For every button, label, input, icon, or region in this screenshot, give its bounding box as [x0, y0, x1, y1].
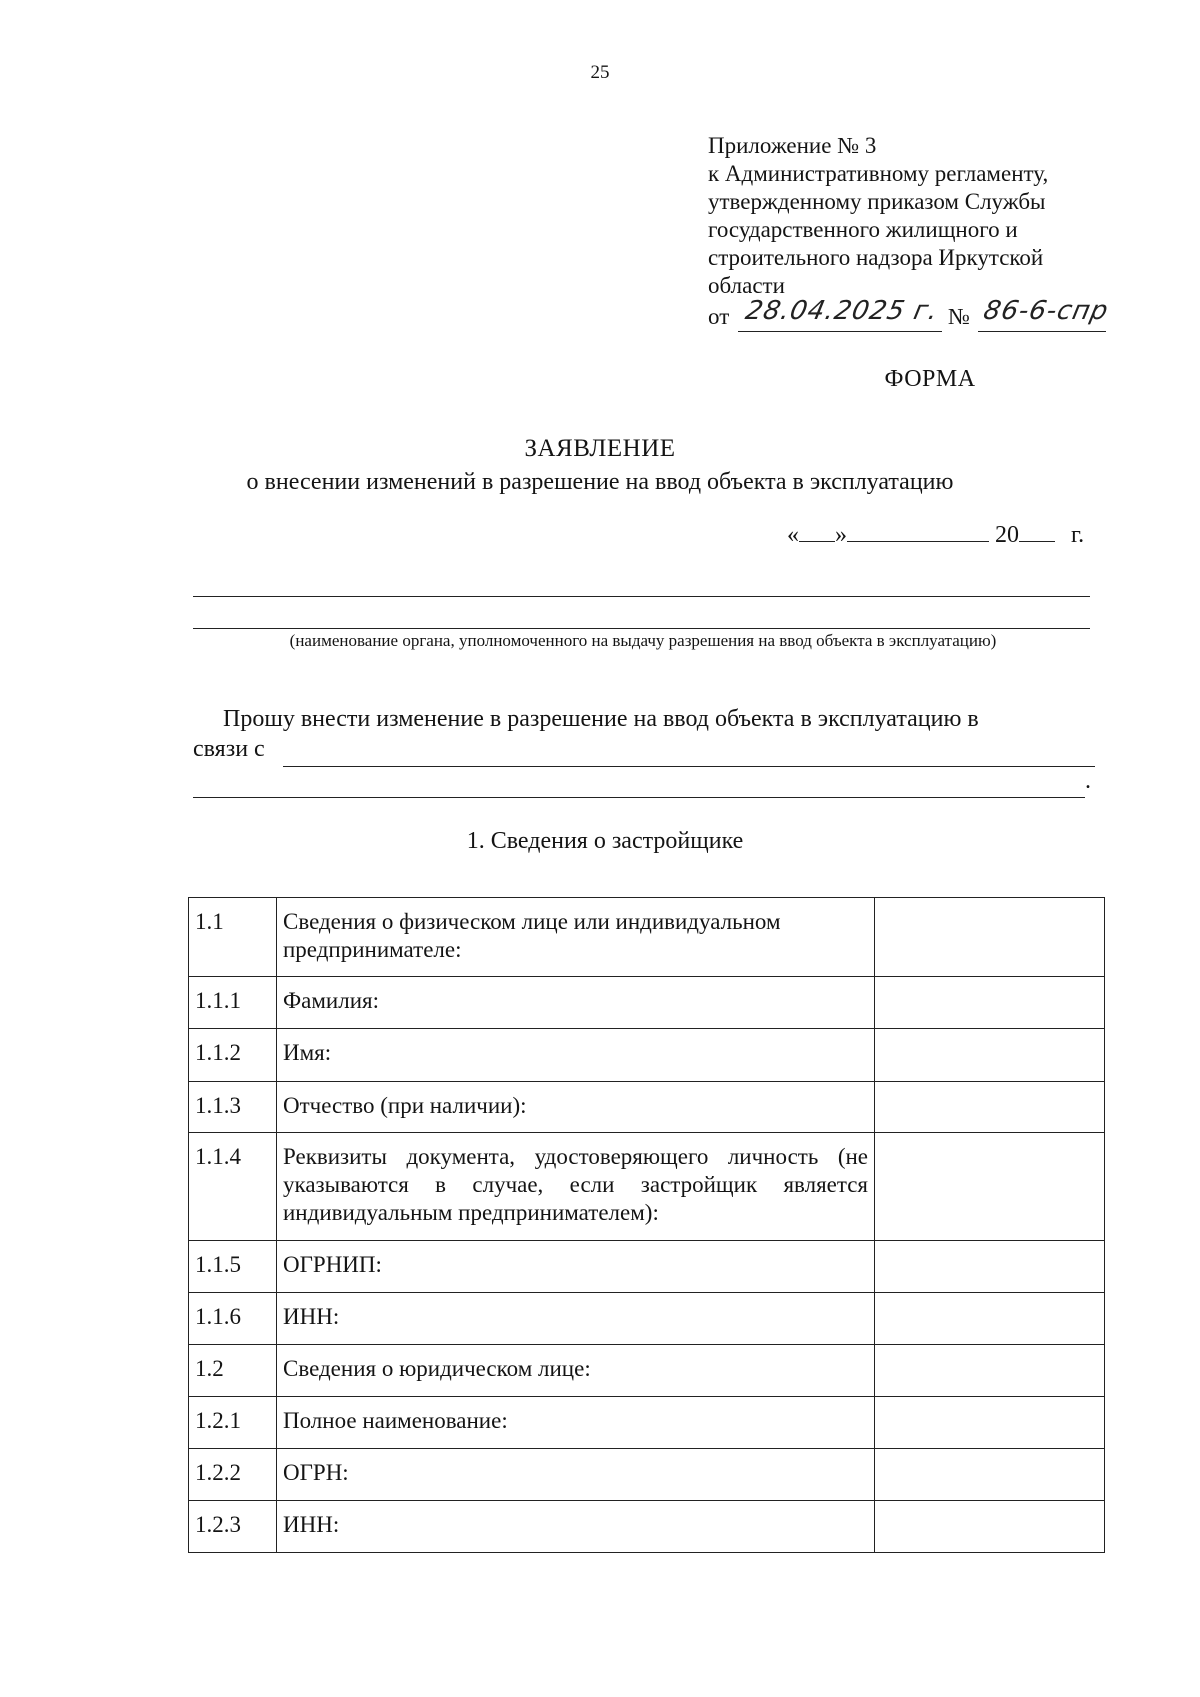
row-label: Сведения о юридическом лице: [277, 1345, 875, 1397]
year-prefix: 20 [995, 522, 1019, 548]
row-label: ИНН: [277, 1293, 875, 1345]
table-row [189, 898, 1105, 977]
row-value-cell[interactable] [875, 1082, 1105, 1133]
table-row [189, 1397, 1105, 1449]
document-subtitle: о внесении изменений в разрешение на ввод объекта в эксплуатацию [246, 469, 954, 495]
form-label: ФОРМА [884, 366, 976, 392]
section-title: 1. Сведения о застройщике [466, 828, 744, 854]
appendix-line: государственного жилищного и [708, 217, 1018, 242]
appendix-line: утвержденному приказом Службы [708, 189, 1046, 214]
row-number: 1.1.4 [189, 1133, 277, 1241]
reason-line-2[interactable] [193, 797, 1085, 798]
month-blank[interactable] [847, 519, 989, 542]
row-value-cell[interactable] [875, 1501, 1105, 1553]
number-underline [978, 331, 1106, 332]
year-blank[interactable] [1019, 519, 1055, 542]
row-label: ИНН: [277, 1501, 875, 1553]
row-value-cell[interactable] [875, 898, 1105, 977]
org-name-line-1[interactable] [193, 596, 1090, 597]
row-label: ОГРН: [277, 1449, 875, 1501]
appendix-line: к Административному регламенту, [708, 161, 1049, 186]
document-title: ЗАЯВЛЕНИЕ [524, 435, 676, 462]
date-line [787, 519, 1084, 549]
appendix-line: Приложение № 3 [708, 133, 877, 158]
row-label: Сведения о физическом лице или индивидуальном предпринимателе: [277, 898, 875, 977]
date-underline [738, 331, 942, 332]
table-row [189, 1029, 1105, 1082]
table-row [189, 1345, 1105, 1397]
request-end: . [1085, 768, 1091, 794]
row-value-cell[interactable] [875, 977, 1105, 1029]
appendix-line: строительного надзора Иркутской [708, 245, 1044, 270]
page-number: 25 [590, 62, 610, 83]
request-text: Прошу внести изменение в разрешение на ввод объекта в эксплуатацию в [223, 706, 979, 732]
open-quote: « [787, 522, 799, 548]
appendix-header [708, 132, 1112, 333]
table-row [189, 1241, 1105, 1293]
row-value-cell[interactable] [875, 1397, 1105, 1449]
reason-line-1[interactable] [283, 766, 1095, 767]
row-value-cell[interactable] [875, 1293, 1105, 1345]
appendix-signature-line [708, 296, 1112, 333]
row-value-cell[interactable] [875, 1345, 1105, 1397]
row-number: 1.2.3 [189, 1501, 277, 1553]
day-blank[interactable] [799, 519, 835, 542]
request-continuation: связи с [193, 736, 265, 762]
from-label: от [708, 304, 730, 329]
number-label: № [948, 304, 970, 329]
table-row [189, 1501, 1105, 1553]
row-number: 1.1 [189, 898, 277, 977]
close-quote: » [835, 522, 847, 548]
row-value-cell[interactable] [875, 1133, 1105, 1241]
table-row [189, 977, 1105, 1029]
org-caption: (наименование органа, уполномоченного на выдачу разрешения на ввод объекта в эксплуатацию) [289, 631, 997, 650]
table-row [189, 1293, 1105, 1345]
row-number: 1.1.2 [189, 1029, 277, 1082]
row-label: ОГРНИП: [277, 1241, 875, 1293]
table-row [189, 1082, 1105, 1133]
row-number: 1.2.1 [189, 1397, 277, 1449]
row-label: Имя: [277, 1029, 875, 1082]
row-label: Реквизиты документа, удостоверяющего личность (не указываются в случае, если застройщик является индивидуальным предпринимателем): [277, 1133, 875, 1241]
builder-info-table [188, 897, 1105, 1553]
handwritten-date: 28.04.2025 г. [742, 296, 942, 326]
table-row [189, 1133, 1105, 1241]
table-row [189, 1449, 1105, 1501]
year-suffix: г. [1071, 522, 1085, 548]
row-label: Полное наименование: [277, 1397, 875, 1449]
row-value-cell[interactable] [875, 1029, 1105, 1082]
row-value-cell[interactable] [875, 1241, 1105, 1293]
row-label: Отчество (при наличии): [277, 1082, 875, 1133]
appendix-line: области [708, 273, 785, 298]
org-name-line-2[interactable] [193, 628, 1090, 629]
row-number: 1.2 [189, 1345, 277, 1397]
row-label: Фамилия: [277, 977, 875, 1029]
handwritten-number: 86-6-спр [980, 296, 1112, 326]
row-number: 1.1.1 [189, 977, 277, 1029]
row-number: 1.1.6 [189, 1293, 277, 1345]
row-value-cell[interactable] [875, 1449, 1105, 1501]
row-number: 1.2.2 [189, 1449, 277, 1501]
row-number: 1.1.5 [189, 1241, 277, 1293]
row-number: 1.1.3 [189, 1082, 277, 1133]
